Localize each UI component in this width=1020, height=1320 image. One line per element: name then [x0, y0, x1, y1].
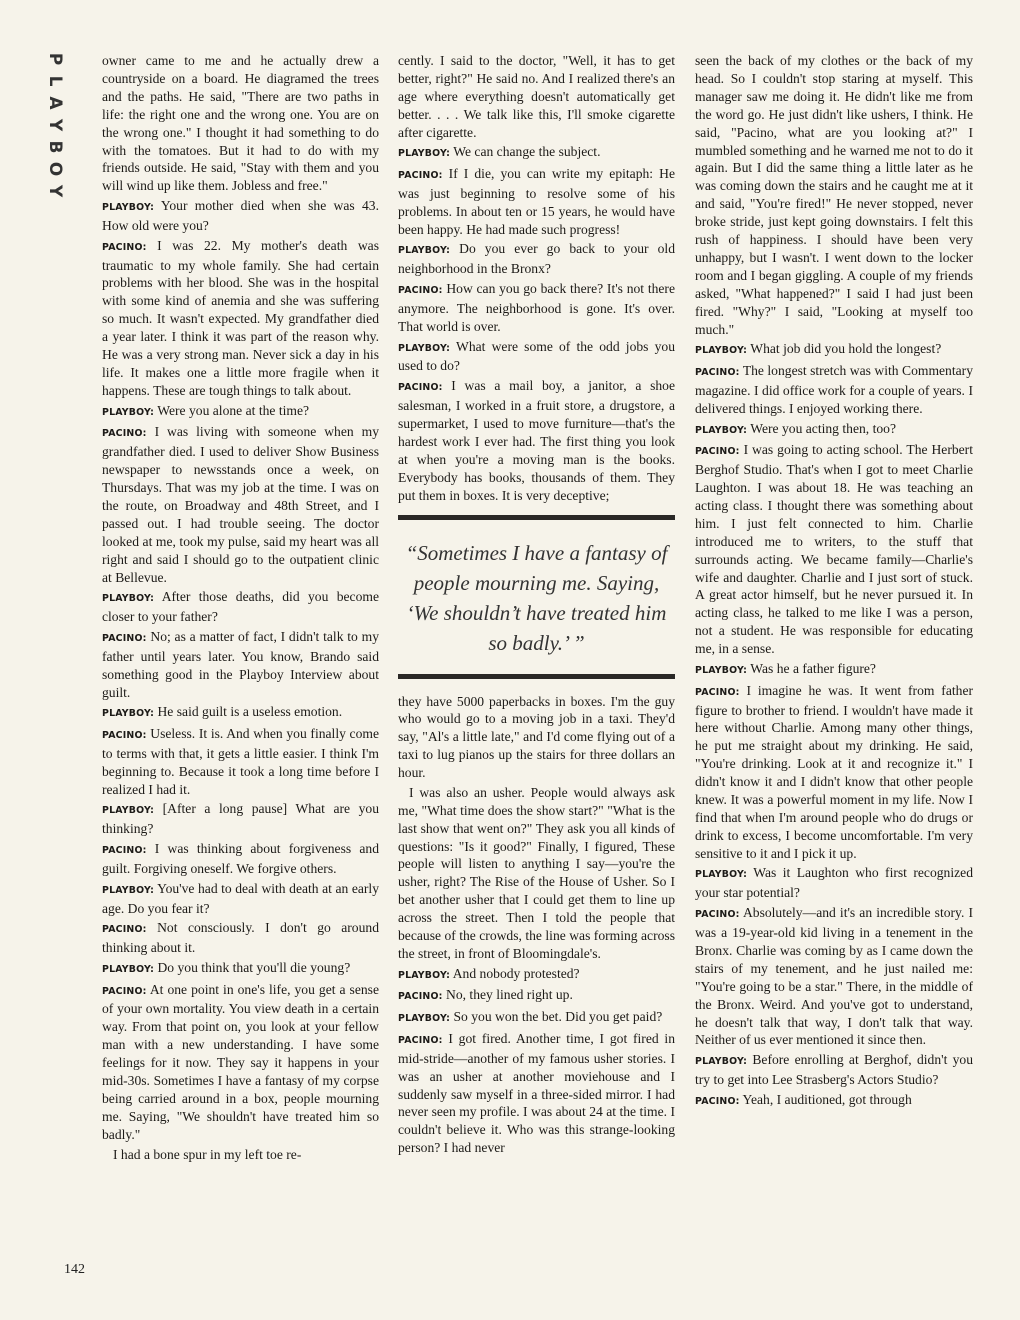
paragraph-text: You've had to deal with death at an early age. Do you fear it? — [102, 880, 379, 916]
paragraph — [102, 840, 379, 878]
speaker-label: PACINO: — [695, 686, 740, 698]
speaker-label: PLAYBOY: — [398, 245, 451, 257]
speaker-label: PACINO: — [398, 285, 443, 297]
column-2-top-text — [398, 52, 675, 505]
paragraph-text: owner came to me and he actually drew a countryside on a board. He diagramed the trees and the paths. He said, "There are two paths in life: the right one and the wrong one. You are on the wrong one." I thought it had something to do with the tomatoes. But it had to do with my friends outside. He said, "Stay with them and you will wind up like them. Jobless and free." — [102, 53, 379, 194]
paragraph-text: I was also an usher. People would always ask me, "What time does the show start?" "What is the last show that went on?" They ask you all kinds of questions: "Is it good?" Finally, I figured, These people will listen to anything I say—you're the usher, right? The Rise of the House of Usher. So I bet another usher that I could get them to line up across the street. Then I told the people that because of the crowds, the line was forming across the street, in front of Bloomingdale's. — [398, 784, 675, 962]
paragraph-text: He said guilt is a useless emotion. — [154, 704, 343, 720]
paragraph-text: What job did you hold the longest? — [747, 341, 942, 357]
speaker-label: PLAYBOY: — [695, 869, 748, 881]
speaker-label: PLAYBOY: — [102, 202, 155, 214]
paragraph-text: If I die, you can write my epitaph: He was just beginning to resolve some of his problems. In about ten or 15 years, he would have been happy. He had made such progress! — [398, 166, 675, 237]
speaker-label: PLAYBOY: — [695, 345, 748, 357]
paragraph — [398, 965, 675, 985]
paragraph-text: The longest stretch was with Commentary magazine. I did office work for a couple of years. I delivered things. I enjoyed working there. — [695, 363, 973, 416]
paragraph-text: Your mother died when she was 43. How old were you? — [102, 198, 379, 233]
paragraph-text: Were you acting then, too? — [747, 420, 896, 436]
paragraph-text: How can you go back there? It's not there anymore. The neighborhood is gone. It's over. That world is over. — [398, 281, 675, 334]
paragraph-text: [After a long pause] What are you thinking? — [102, 801, 379, 837]
title-letter: B — [45, 140, 65, 154]
paragraph — [102, 197, 379, 235]
paragraph — [102, 588, 379, 626]
speaker-label: PLAYBOY: — [695, 424, 748, 436]
paragraph-text: We can change the subject. — [450, 144, 601, 160]
speaker-label: PLAYBOY: — [102, 406, 155, 418]
title-letter: A — [45, 96, 65, 110]
speaker-label: PLAYBOY: — [398, 1013, 451, 1025]
paragraph — [102, 703, 379, 723]
paragraph — [102, 959, 379, 979]
speaker-label: PACINO: — [102, 241, 147, 253]
paragraph — [398, 693, 675, 783]
paragraph — [102, 52, 379, 195]
speaker-label: PACINO: — [695, 909, 740, 921]
title-letter: Y — [45, 118, 65, 132]
paragraph-text: Was it Laughton who first recognized your star potential? — [695, 865, 973, 901]
paragraph-text: I got fired. Another time, I got fired in mid-stride—another of my famous usher stories. I was an usher at another moviehouse and I suddenly saw myself in a three-sided mirror. I had never seen my profile. I was about 24 at the time. I couldn't believe it. Who was this strange-looking person? I had never — [398, 1030, 675, 1156]
paragraph — [398, 1008, 675, 1028]
paragraph — [695, 682, 973, 863]
paragraph — [102, 402, 379, 422]
column-2-bottom-text — [398, 693, 675, 1158]
text-column-2 — [398, 52, 675, 1159]
paragraph — [398, 784, 675, 963]
speaker-label: PLAYBOY: — [398, 148, 451, 160]
paragraph-text: Yeah, I auditioned, got through — [739, 1091, 912, 1107]
paragraph — [398, 1030, 675, 1157]
speaker-label: PACINO: — [695, 367, 740, 378]
paragraph — [102, 800, 379, 838]
paragraph — [102, 725, 379, 799]
paragraph-text: seen the back of my clothes or the back of my head. So I couldn't stop staring at myself. This manager saw me doing it. He didn't like me from the word go. He just didn't like ushers, I think. He said, "Pacino, what are you looking at?" I mumbled something and he warned me not to do it again. But I did the same thing a little later as he was coming down the stairs and he caught me at it and said, "You're fired!" He never stopped, never broke stride, just kept going downstairs. I felt this rush of happiness. I should have been very unhappy, but I wasn't. I went down to the locker room and I began giggling. A couple of my friends asked, "What happened?" I said I had just been fired. "Why?" I said, "Looking at myself too much." — [695, 53, 973, 337]
speaker-label: PLAYBOY: — [102, 963, 155, 975]
paragraph-text: No, they lined right up. — [442, 987, 573, 1003]
paragraph-text: No; as a matter of fact, I didn't talk to my father until years later. You know, Brando said something good in the Playboy Interview about guilt. — [102, 628, 379, 700]
paragraph-text: After those deaths, did you become closer to your father? — [102, 589, 379, 625]
paragraph-text: cently. I said to the doctor, "Well, it has to get better, right?" He said no. And I realized there's an age where everything doesn't automatically get better. . . . We talk like this, I'll smoke cigarette after cigarette. — [398, 53, 675, 140]
speaker-label: PACINO: — [398, 170, 443, 182]
page-number: 142 — [64, 1262, 85, 1277]
paragraph-text: I was going to acting school. The Herbert Berghof Studio. That's when I got to meet Charlie Laughton. I was about 18. He was teaching an acting class. I thought there was something about him. I just felt connected to him. Charlie introduced me to writers, to the stuff that surrounds acting. We became family—Charlie's wife and daughter. Charlie and I just sort of stuck. A great actor himself, but he never pursued it. In acting class, he talked to me like I was a person, not a student. He was responsible for educating me, in a sense. — [695, 442, 973, 657]
title-letter: O — [45, 161, 65, 177]
paragraph-text: So you won the bet. Did you get paid? — [450, 1009, 663, 1025]
paragraph — [695, 904, 973, 1049]
speaker-label: PACINO: — [398, 1034, 443, 1046]
paragraph — [102, 880, 379, 918]
paragraph — [695, 660, 973, 680]
speaker-label: PACINO: — [102, 730, 147, 741]
pull-quote: “Sometimes I have a fantasy of people mourning me. Saying, ‘We shouldn’t have treated him so badly.’ ” — [398, 515, 675, 679]
speaker-label: PACINO: — [102, 924, 147, 936]
title-letter: Y — [45, 184, 65, 198]
paragraph-text: I imagine he was. It went from father figure to brother to friend. I wouldn't have made it here without Charlie. Among many other things, he put me straight about my drinking. He said, "You're drinking. Look at it and recognize it." I didn't know it and I didn't know that other people knew. It was a powerful moment in my life. Now I find that when I'm around people who do drugs or drink to excess, I become uncomfortable. I'm very sensitive to it and I pick it up. — [695, 682, 973, 861]
speaker-label: PACINO: — [102, 985, 147, 997]
paragraph — [398, 143, 675, 163]
paragraph — [398, 986, 675, 1006]
paragraph — [398, 52, 675, 142]
paragraph — [102, 919, 379, 957]
paragraph-text: At one point in one's life, you get a sense of your own mortality. You view death in a certain way. From that point on, you look at your fellow man with a new understanding. I have some feelings for it now. They say it happens in your mid-30s. Sometimes I have a fantasy of my corpse being carried around in a box, people mourning me. Saying, "We shouldn't have treated him so badly." — [102, 981, 379, 1142]
speaker-label: PACINO: — [695, 1095, 740, 1107]
paragraph-text: Before enrolling at Berghof, didn't you try to get into Lee Strasberg's Actors Studio? — [695, 1052, 973, 1088]
speaker-label: PLAYBOY: — [102, 805, 155, 817]
paragraph — [695, 441, 973, 658]
speaker-label: PACINO: — [102, 632, 147, 644]
paragraph-text: Was he a father figure? — [747, 660, 876, 676]
title-letter: P — [45, 52, 65, 66]
title-letter: L — [45, 75, 65, 87]
paragraph — [102, 237, 379, 400]
speaker-label: PACINO: — [398, 382, 443, 394]
speaker-label: PACINO: — [102, 428, 147, 440]
paragraph-text: Do you ever go back to your old neighborhood in the Bronx? — [398, 241, 675, 277]
paragraph — [695, 1051, 973, 1089]
paragraph — [695, 864, 973, 902]
speaker-label: PLAYBOY: — [102, 884, 155, 896]
speaker-label: PACINO: — [695, 446, 740, 458]
paragraph — [695, 420, 973, 440]
paragraph-text: What were some of the odd jobs you used to do? — [398, 338, 675, 374]
paragraph — [398, 280, 675, 336]
paragraph-text: And nobody protested? — [450, 965, 580, 981]
speaker-label: PACINO: — [102, 845, 147, 857]
paragraph — [695, 340, 973, 360]
paragraph-text: Absolutely—and it's an incredible story. I was a 19-year-old kid living in a tenement in the Bronx. Charlie was coming by as I came down the stairs of my tenement, and he just nailed me: "You're going to be a star." There, in the middle of the Bronx. Weird. And you've got to understand, he doesn't talk that way, I don't talk that way. Neither of us ever mentioned it since then. — [695, 905, 973, 1048]
paragraph-text: I had a bone spur in my left toe re- — [113, 1146, 302, 1162]
speaker-label: PLAYBOY: — [102, 593, 155, 605]
paragraph-text: Useless. It is. And when you finally come to terms with that, it gets a little easier. I think I'm beginning to. Because it took a long time before I realized I had it. — [102, 726, 379, 797]
paragraph — [695, 1091, 973, 1111]
paragraph — [398, 338, 675, 376]
paragraph — [398, 377, 675, 504]
paragraph-text: I was living with someone when my grandfather died. I used to deliver Show Business newspaper to newsstands once a week, on Thursdays. That was my job at the time. I was on the route, on Broadway and 48th Street, and I passed out. I had trouble seeing. The doctor looked at me, took my pulse, said my heart was all right and said I should go to the outpatient clinic at Bellevue. — [102, 424, 379, 585]
text-column-3 — [695, 52, 973, 1112]
paragraph — [102, 981, 379, 1144]
magazine-vertical-title — [44, 48, 88, 202]
speaker-label: PLAYBOY: — [102, 708, 155, 720]
speaker-label: PACINO: — [398, 991, 443, 1003]
paragraph — [102, 628, 379, 702]
paragraph-text: Were you alone at the time? — [154, 402, 310, 418]
speaker-label: PLAYBOY: — [695, 1056, 748, 1068]
speaker-label: PLAYBOY: — [398, 342, 451, 354]
paragraph — [102, 423, 379, 586]
paragraph — [695, 52, 973, 339]
speaker-label: PLAYBOY: — [398, 969, 451, 981]
speaker-label: PLAYBOY: — [695, 664, 748, 676]
paragraph — [695, 362, 973, 418]
paragraph-text: they have 5000 paperbacks in boxes. I'm the guy who would go to a moving job in a taxi. They'd say, "Al's a little late," and I'd come flying out of a taxi to lug pianos up the stairs for three dollars an hour. — [398, 693, 675, 781]
paragraph-text: Do you think that you'll die young? — [154, 959, 351, 975]
paragraph-text: I was 22. My mother's death was traumatic to my whole family. She had certain problems with her blood. She was in the hospital with some kind of anemia and she was suffering so much. It wasn't expected. My grandfather died a year later. I think it was part of the reason why. He was a very strong man. Never sick a day in his life. It makes one a little more fragile when it happens. These are tough things to talk about. — [102, 237, 379, 398]
paragraph — [398, 165, 675, 239]
paragraph — [398, 240, 675, 278]
paragraph-text: I was a mail boy, a janitor, a shoe salesman, I worked in a fruit store, a drugstore, a supermarket, I used to move furniture—that's the hardest work I ever had. The first thing you look at when you're a moving man is the books. Everybody has books, thousands of them. They put them in boxes. It is very deceptive; — [398, 378, 675, 503]
paragraph-text: Not consciously. I don't go around thinking about it. — [102, 920, 379, 956]
text-column-1 — [102, 52, 379, 1165]
paragraph-text: I was thinking about forgiveness and guilt. Forgiving oneself. We forgive others. — [102, 841, 379, 876]
paragraph — [102, 1146, 379, 1164]
